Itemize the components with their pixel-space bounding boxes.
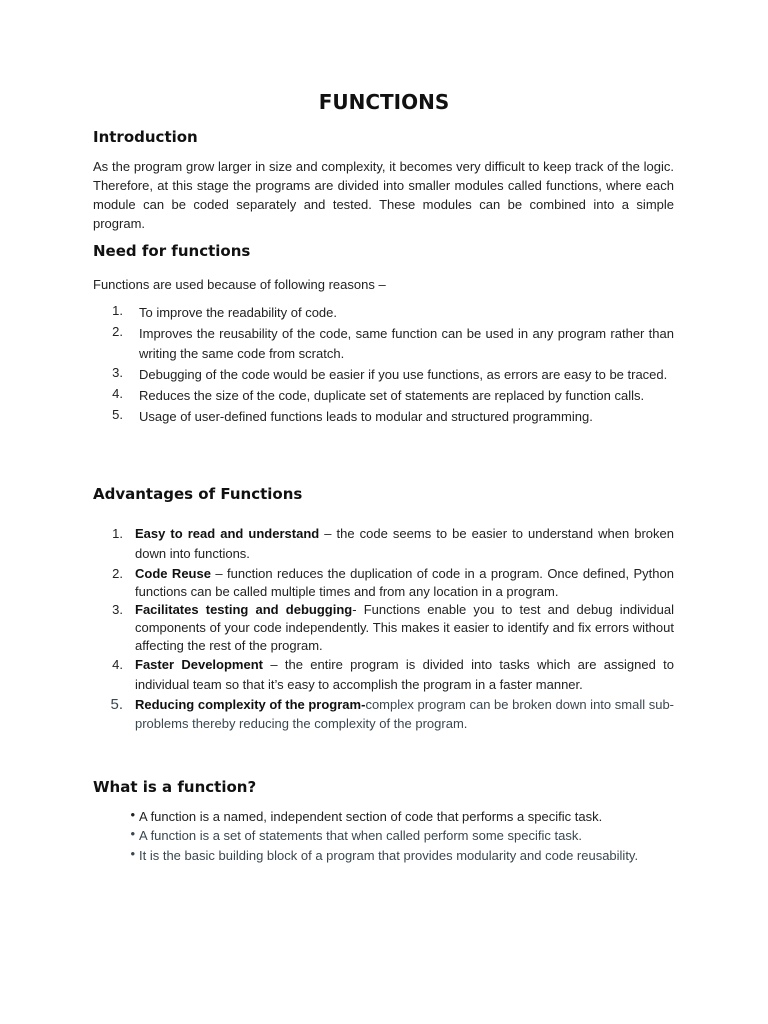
list-number: 2.: [112, 324, 123, 339]
list-text: A function is a set of statements that when called perform some specific task.: [139, 828, 582, 843]
list-item: [93, 655, 674, 695]
list-item: [93, 365, 674, 385]
page-title: FUNCTIONS: [318, 90, 450, 114]
list-number: 3.: [112, 365, 123, 380]
bullet-icon: •: [130, 826, 135, 841]
need-list: [93, 303, 674, 428]
list-number: 2.: [112, 566, 123, 581]
advantages-heading: Advantages of Functions: [93, 485, 303, 503]
list-item: [93, 846, 674, 865]
list-item: [93, 695, 674, 733]
list-text: – function reduces the duplication of code in a program. Once defined, Python functions can be called multiple times and from any location in a program.: [135, 566, 674, 599]
list-item: [93, 386, 674, 406]
list-item: [93, 407, 674, 427]
list-item: [93, 601, 674, 655]
list-text: Improves the reusability of the code, same function can be used in any program rather than writing the same code from scratch.: [139, 326, 674, 361]
list-item: [93, 324, 674, 364]
list-text: It is the basic building block of a program that provides modularity and code reusability.: [139, 848, 639, 863]
list-item: [93, 565, 674, 601]
list-item: [93, 807, 674, 826]
list-number: 4.: [112, 386, 123, 401]
list-bold-text: Facilitates testing and debugging: [135, 602, 353, 617]
list-number: 3.: [112, 602, 123, 617]
list-bold-text: Code Reuse: [135, 566, 211, 581]
intro-paragraph: As the program grow larger in size and complexity, it becomes very difficult to keep track of the logic. Therefore, at this stage the programs are divided into smaller modules called functions, where each module can be coded separately and tested. These modules can be combined into a simple program.: [93, 159, 674, 231]
list-text: Debugging of the code would be easier if you use functions, as errors are easy to be traced.: [139, 367, 668, 382]
intro-heading: Introduction: [93, 128, 198, 146]
list-number: 4.: [112, 657, 123, 672]
list-text: Usage of user-defined functions leads to modular and structured programming.: [139, 409, 593, 424]
list-text: Reduces the size of the code, duplicate set of statements are replaced by function calls.: [139, 388, 645, 403]
list-item: [93, 524, 674, 564]
list-item: [93, 303, 674, 323]
bullet-icon: •: [130, 846, 135, 861]
list-number: 5.: [110, 696, 123, 713]
bullet-icon: •: [130, 807, 135, 822]
need-lead: Functions are used because of following reasons –: [93, 277, 386, 292]
list-number: 1.: [112, 526, 123, 541]
list-number: 1.: [112, 303, 123, 318]
list-bold-text: Reducing complexity of the program-: [135, 697, 366, 712]
need-heading: Need for functions: [93, 242, 251, 260]
list-number: 5.: [112, 407, 123, 422]
list-item: [93, 826, 674, 845]
list-text: complex program can be broken down into small sub-problems thereby reducing the complexity of the program.: [135, 697, 674, 731]
list-text: – the code seems to be easier to understand when broken down into functions.: [135, 526, 674, 561]
list-bold-text: Easy to read and understand: [135, 526, 320, 541]
list-bold-text: Faster Development: [135, 657, 263, 672]
list-text: - Functions enable you to test and debug individual components of your code independently. This makes it easier to identify and fix errors without affecting the rest of the program.: [135, 602, 675, 653]
list-text: A function is a named, independent section of code that performs a specific task.: [139, 809, 603, 824]
what-heading: What is a function?: [93, 778, 257, 796]
list-text: To improve the readability of code.: [139, 305, 337, 320]
list-text: – the entire program is divided into tasks which are assigned to individual team so that it’s easy to accomplish the program in a faster manner.: [135, 657, 674, 692]
